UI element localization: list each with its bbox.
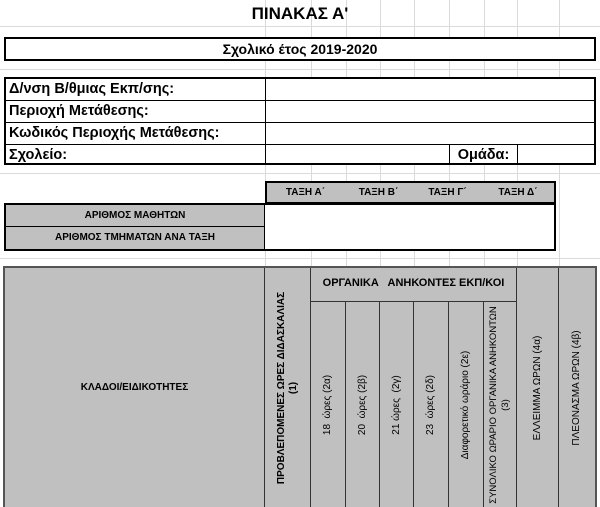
students-count-a[interactable]: [265, 203, 345, 228]
hours-20-header: 20 ώρες (2β): [346, 302, 380, 507]
sections-count-c[interactable]: [413, 227, 483, 251]
group-input[interactable]: [518, 145, 594, 165]
info-row-directorate: [6, 79, 594, 101]
area-code-input[interactable]: [266, 123, 594, 144]
hours-deficit-header: ΕΛΛΕΙΜΜΑ ΩΡΩΝ (4α): [517, 268, 559, 507]
expected-hours-header: ΠΡΟΒΛΕΠΟΜΕΝΕΣ ΩΡΕΣ ΔΙΔΑΣΚΑΛΙΑΣ (1): [265, 268, 311, 507]
students-count-b[interactable]: [344, 203, 414, 228]
hours-18-header: 18 ώρες (2α): [311, 302, 346, 507]
total-organic-hours-header: ΣΥΝΟΛΙΚΟ ΩΡΑΡΙΟ ΟΡΓΑΝΙΚΑ ΑΝΗΚΟΝΤΩΝ (3): [484, 302, 517, 507]
organic-staff-group-header: ΟΡΓΑΝΙΚΑ ΑΝΗΚΟΝΤΕΣ ΕΚΠ/ΚΟΙ: [311, 268, 517, 302]
class-col-header: ΤΑΞΗ Α΄: [265, 181, 345, 204]
transfer-area-input[interactable]: [266, 101, 594, 122]
sections-count-b[interactable]: [344, 227, 414, 251]
info-row-school: [6, 145, 594, 165]
different-schedule-header: Διαφορετικό ωράριο (2ε): [449, 302, 484, 507]
directorate-input[interactable]: [266, 79, 594, 100]
info-row-transfer-area: [6, 101, 594, 123]
students-count-d[interactable]: [482, 203, 556, 228]
sections-count-label: ΑΡΙΘΜΟΣ ΤΜΗΜΑΤΩΝ ΑΝΑ ΤΑΞΗ: [4, 227, 266, 251]
class-col-header: ΤΑΞΗ Β΄: [344, 181, 414, 204]
group-label: Ομάδα:: [449, 145, 518, 165]
sections-count-a[interactable]: [265, 227, 345, 251]
class-col-header: ΤΑΞΗ Γ΄: [413, 181, 483, 204]
hours-23-header: 23 ώρες (2δ): [414, 302, 449, 507]
students-count-c[interactable]: [413, 203, 483, 228]
document-title: ΠΙΝΑΚΑΣ Α': [251, 4, 349, 23]
info-label: Δ/νση Β/θμιας Εκπ/σης:: [9, 81, 175, 97]
hours-21-header: 21 ώρες (2γ): [380, 302, 414, 507]
students-count-label: ΑΡΙΘΜΟΣ ΜΑΘΗΤΩΝ: [4, 203, 266, 228]
school-year-banner: Σχολικό έτος 2019-2020: [4, 37, 596, 61]
specialties-header: ΚΛΑΔΟΙ/ΕΙΔΙΚΟΤΗΤΕΣ: [5, 268, 265, 507]
school-info-block: [4, 77, 596, 165]
school-input[interactable]: [266, 145, 449, 165]
sections-count-d[interactable]: [482, 227, 556, 251]
class-col-header: ΤΑΞΗ Δ΄: [482, 181, 556, 204]
info-label: Σχολείο:: [9, 147, 68, 163]
info-label: Περιοχή Μετάθεσης:: [9, 103, 149, 119]
info-label: Κωδικός Περιοχής Μετάθεσης:: [9, 125, 220, 141]
hours-surplus-header: ΠΛΕΟΝΑΣΜΑ ΩΡΩΝ (4β): [559, 268, 595, 507]
info-row-area-code: [6, 123, 594, 145]
